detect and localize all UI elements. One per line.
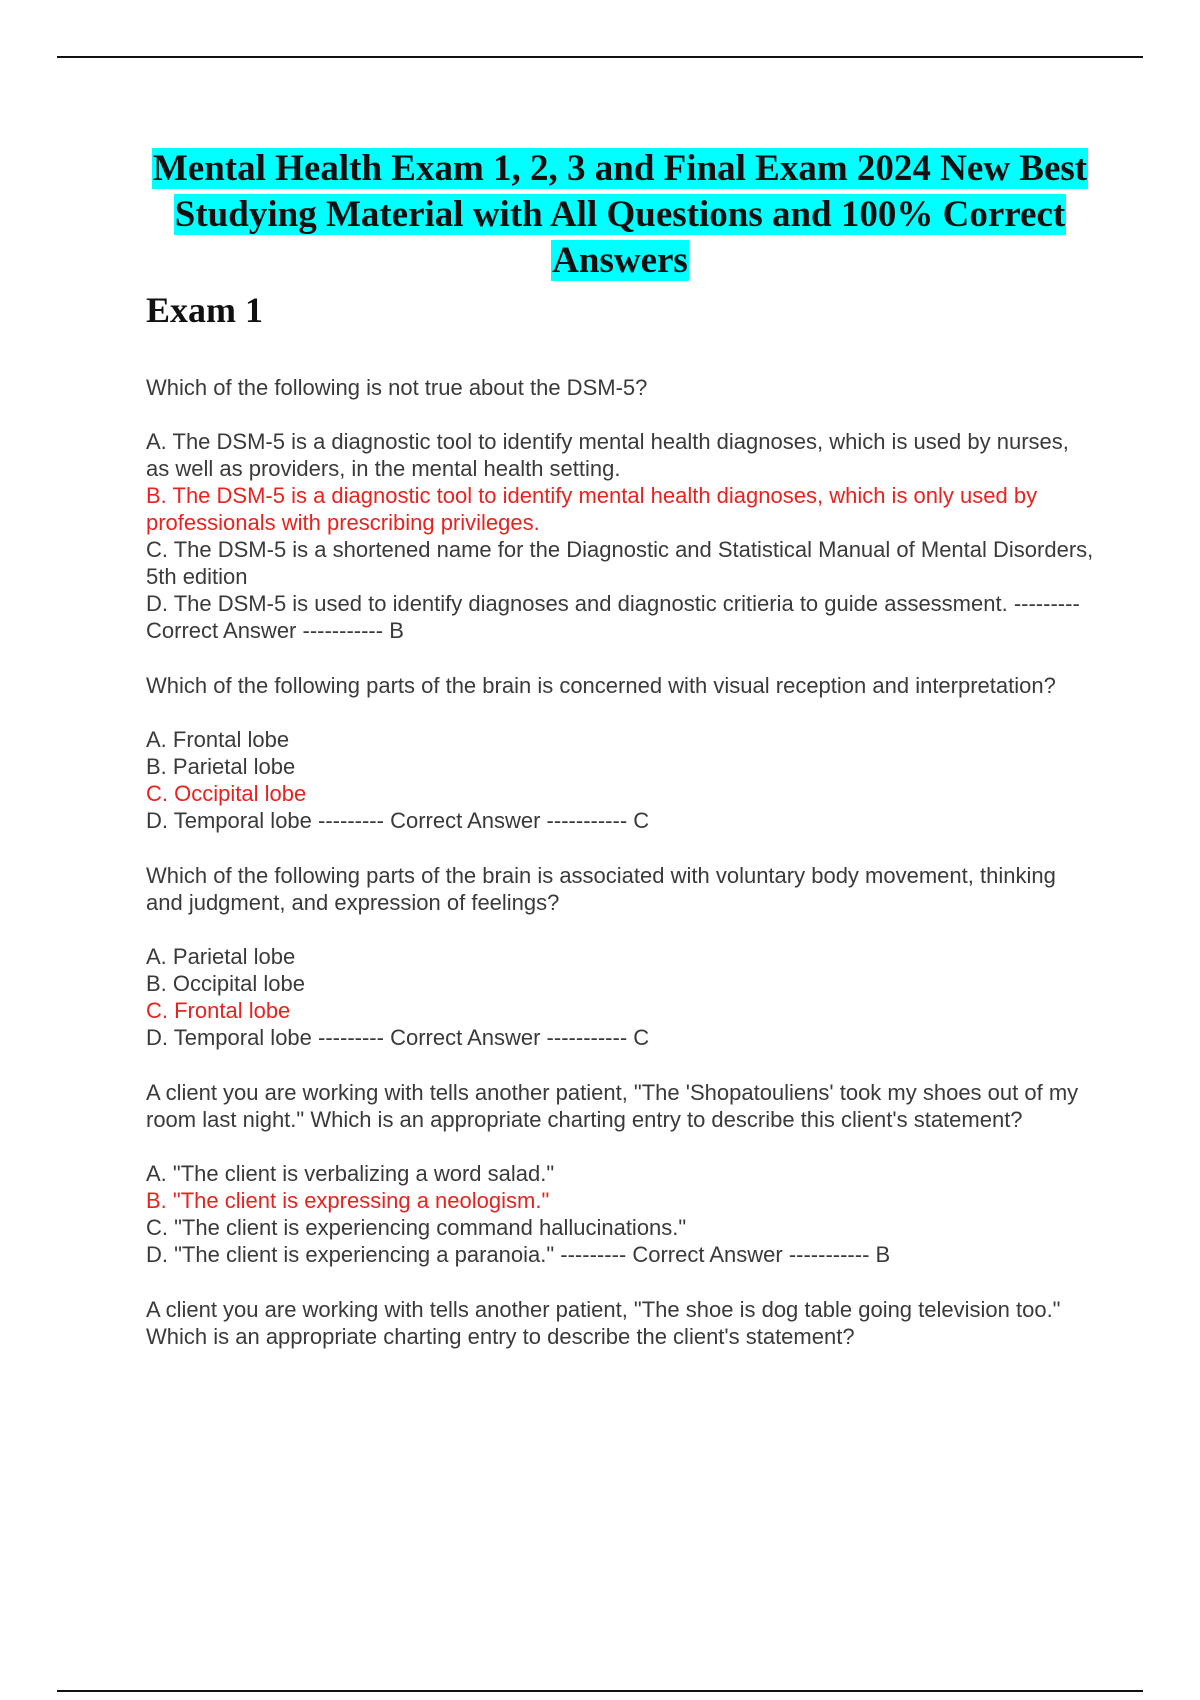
option-text: B. "The client is expressing a neologism."	[146, 1188, 550, 1213]
question-block	[146, 1296, 1094, 1350]
option-text: D. Temporal lobe	[146, 1025, 312, 1050]
answer-option	[146, 590, 1094, 644]
question-text: A client you are working with tells another patient, "The 'Shopatouliens' took my shoes out of my room last night." Which is an appropriate charting entry to describe this client's statement?	[146, 1080, 1079, 1132]
option-text: D. "The client is experiencing a paranoia."	[146, 1242, 555, 1267]
answer-option	[146, 536, 1094, 590]
answer-option	[146, 943, 1094, 970]
bottom-rule	[57, 1690, 1143, 1692]
question-list	[146, 374, 1094, 1350]
answer-option	[146, 1024, 1094, 1051]
question-text: Which of the following is not true about the DSM-5?	[146, 375, 648, 400]
answer-option	[146, 970, 1094, 997]
option-text: A. The DSM-5 is a diagnostic tool to identify mental health diagnoses, which is used by nurses, as well as providers, in the mental health setting.	[146, 429, 1069, 481]
option-text: B. Occipital lobe	[146, 971, 305, 996]
section-title: Exam 1	[146, 290, 263, 330]
answer-option	[146, 428, 1094, 482]
option-text: A. Frontal lobe	[146, 727, 290, 752]
correct-answer-separator: --------- Correct Answer -----------	[311, 808, 634, 833]
option-text: C. Frontal lobe	[146, 998, 291, 1023]
correct-answer-separator: --------- Correct Answer -----------	[311, 1025, 634, 1050]
correct-answer-separator: --------- Correct Answer -----------	[554, 1242, 876, 1267]
question-block	[146, 672, 1094, 834]
option-text: C. "The client is experiencing command hallucinations."	[146, 1215, 687, 1240]
option-text: B. The DSM-5 is a diagnostic tool to identify mental health diagnoses, which is only used by professionals with prescribing privileges.	[146, 483, 1038, 535]
question-block	[146, 1079, 1094, 1268]
answer-option	[146, 726, 1094, 753]
answer-option	[146, 753, 1094, 780]
top-rule	[57, 56, 1143, 58]
correct-option	[146, 997, 1094, 1024]
question-block	[146, 374, 1094, 644]
answer-option	[146, 807, 1094, 834]
correct-answer-letter: C	[633, 808, 650, 833]
correct-answer-letter: C	[633, 1025, 650, 1050]
option-text: D. Temporal lobe	[146, 808, 312, 833]
option-text: B. Parietal lobe	[146, 754, 296, 779]
option-text: D. The DSM-5 is used to identify diagnoses and diagnostic critieria to guide assessment.	[146, 591, 1008, 616]
question-text: A client you are working with tells another patient, "The shoe is dog table going television too." Which is an appropriate charting entry to describe the client's statement?	[146, 1297, 1061, 1349]
correct-answer-letter: B	[389, 618, 404, 643]
correct-option	[146, 482, 1094, 536]
correct-answer-letter: B	[875, 1242, 891, 1267]
option-text: A. Parietal lobe	[146, 944, 296, 969]
question-block	[146, 862, 1094, 1051]
option-text: A. "The client is verbalizing a word salad."	[146, 1161, 555, 1186]
document-title-highlight: Mental Health Exam 1, 2, 3 and Final Exam 2024 New Best Studying Material with All Questions and 100% Correct Answers	[152, 148, 1088, 281]
answer-option	[146, 1160, 1094, 1187]
option-text: C. Occipital lobe	[146, 781, 307, 806]
question-text: Which of the following parts of the brain is associated with voluntary body movement, thinking and judgment, and expression of feelings?	[146, 863, 1056, 915]
page-content	[146, 146, 1094, 1378]
correct-option	[146, 780, 1094, 807]
document-title	[134, 146, 1106, 284]
answer-option	[146, 1241, 1094, 1268]
question-text: Which of the following parts of the brain is concerned with visual reception and interpretation?	[146, 673, 1056, 698]
answer-option	[146, 1214, 1094, 1241]
correct-answer-separator: --------- Correct Answer -----------	[146, 591, 1080, 643]
correct-option	[146, 1187, 1094, 1214]
option-text: C. The DSM-5 is a shortened name for the Diagnostic and Statistical Manual of Mental Disorders, 5th edition	[146, 537, 1094, 589]
